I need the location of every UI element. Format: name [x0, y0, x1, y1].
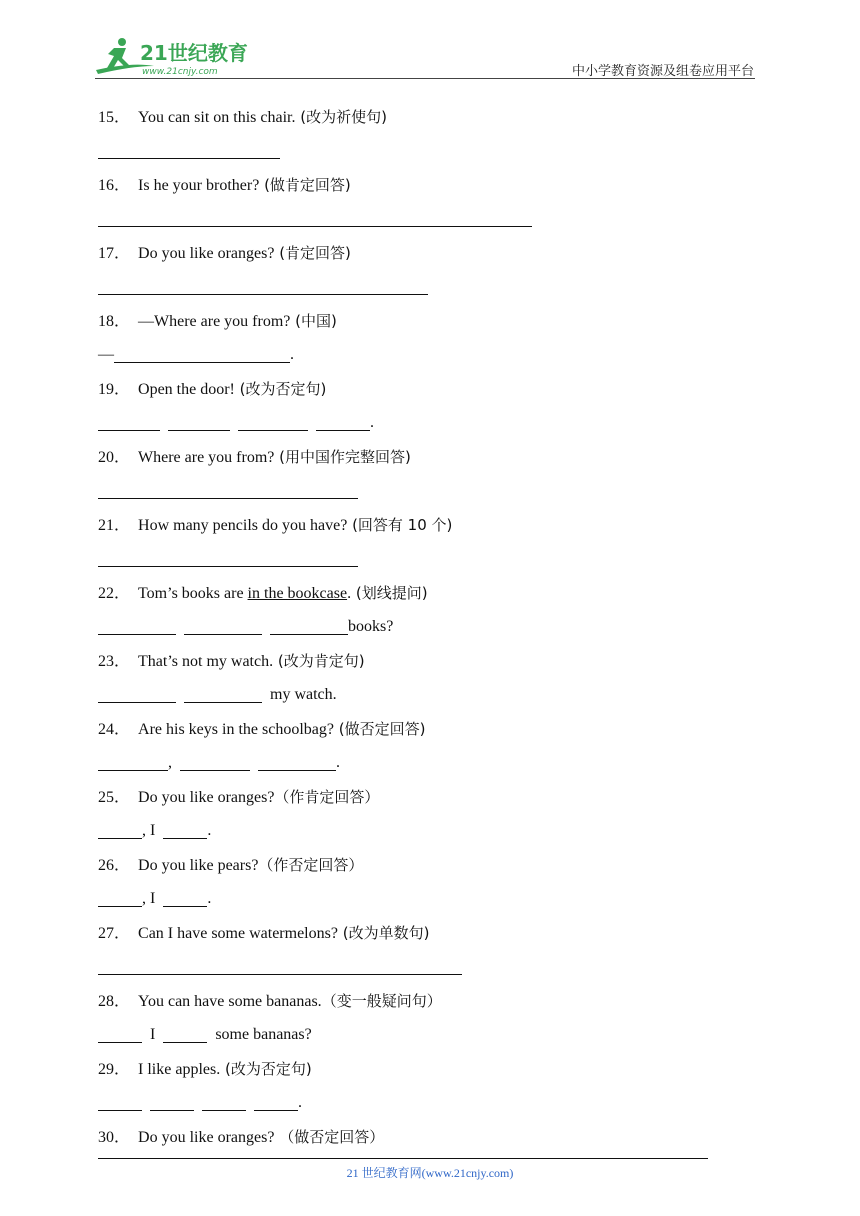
exercise-list [98, 100, 758, 1154]
blank[interactable] [98, 1088, 142, 1111]
answer-17 [98, 270, 758, 304]
answer-26: , I . [98, 882, 758, 916]
blank[interactable] [270, 612, 348, 635]
blank[interactable] [316, 408, 370, 431]
logo-text: 21世纪教育 [140, 41, 248, 65]
answer-20 [98, 474, 758, 508]
blank[interactable] [184, 680, 262, 703]
platform-title: 中小学教育资源及组卷应用平台 [571, 64, 754, 79]
question-30: 30． Do you like oranges? （做否定回答） [98, 1128, 385, 1146]
blank[interactable] [150, 1088, 194, 1111]
blank[interactable] [202, 1088, 246, 1111]
blank[interactable] [163, 1020, 207, 1043]
blank[interactable] [180, 748, 250, 771]
blank[interactable] [114, 340, 290, 363]
answer-29: . [98, 1086, 758, 1120]
blank[interactable] [98, 476, 358, 499]
answer-21 [98, 542, 758, 576]
blank[interactable] [238, 408, 308, 431]
blank[interactable] [98, 612, 176, 635]
footer-rule [98, 1158, 708, 1159]
blank[interactable] [163, 816, 207, 839]
blank[interactable] [163, 884, 207, 907]
blank[interactable] [258, 748, 336, 771]
question-23: 23． That’s not my watch. (改为肯定句) [98, 652, 365, 670]
blank[interactable] [168, 408, 230, 431]
question-17: 17． Do you like oranges? (肯定回答) [98, 244, 351, 262]
page-footer: 21 世纪教育网(www.21cnjy.com) [346, 1166, 514, 1180]
blank[interactable] [98, 884, 142, 907]
question-19: 19． Open the door! (改为否定句) [98, 380, 327, 398]
blank[interactable] [98, 272, 428, 295]
blank[interactable] [98, 136, 280, 159]
answer-18: — . [98, 338, 758, 372]
question-16: 16． Is he your brother? (做肯定回答) [98, 176, 351, 194]
answer-28: I some bananas? [98, 1018, 758, 1052]
question-18: 18． —Where are you from? (中国) [98, 312, 337, 330]
answer-16 [98, 202, 758, 236]
question-27: 27． Can I have some watermelons? (改为单数句) [98, 924, 430, 942]
logo-url: www.21cnjy.com [142, 67, 218, 77]
blank[interactable] [98, 748, 168, 771]
blank[interactable] [184, 612, 262, 635]
answer-24: , . [98, 746, 758, 780]
question-15: 15． You can sit on this chair. (改为祈使句) [98, 108, 387, 126]
answer-19: . [98, 406, 758, 440]
question-26: 26． Do you like pears?（作否定回答） [98, 856, 364, 874]
question-29: 29． I like apples. (改为否定句) [98, 1060, 312, 1078]
site-logo [92, 36, 262, 80]
blank[interactable] [98, 1020, 142, 1043]
blank[interactable] [98, 544, 358, 567]
answer-23: my watch. [98, 678, 758, 712]
blank[interactable] [98, 204, 532, 227]
question-24: 24． Are his keys in the schoolbag? (做否定回答) [98, 720, 426, 738]
blank[interactable] [98, 816, 142, 839]
answer-22: books? [98, 610, 758, 644]
question-22: 22． Tom’s books are in the bookcase. (划线提问) [98, 584, 428, 602]
question-28: 28． You can have some bananas.（变一般疑问句） [98, 992, 442, 1010]
blank[interactable] [98, 952, 462, 975]
answer-25: , I . [98, 814, 758, 848]
blank[interactable] [254, 1088, 298, 1111]
answer-15 [98, 134, 758, 168]
question-25: 25． Do you like oranges?（作肯定回答） [98, 788, 380, 806]
blank[interactable] [98, 680, 176, 703]
answer-27 [98, 950, 758, 984]
underlined-phrase: in the bookcase [247, 585, 348, 602]
question-20: 20． Where are you from? (用中国作完整回答) [98, 448, 411, 466]
page-header [0, 0, 860, 80]
header-rule [95, 78, 755, 79]
blank[interactable] [98, 408, 160, 431]
question-21: 21． How many pencils do you have? (回答有 10 个) [98, 516, 453, 534]
